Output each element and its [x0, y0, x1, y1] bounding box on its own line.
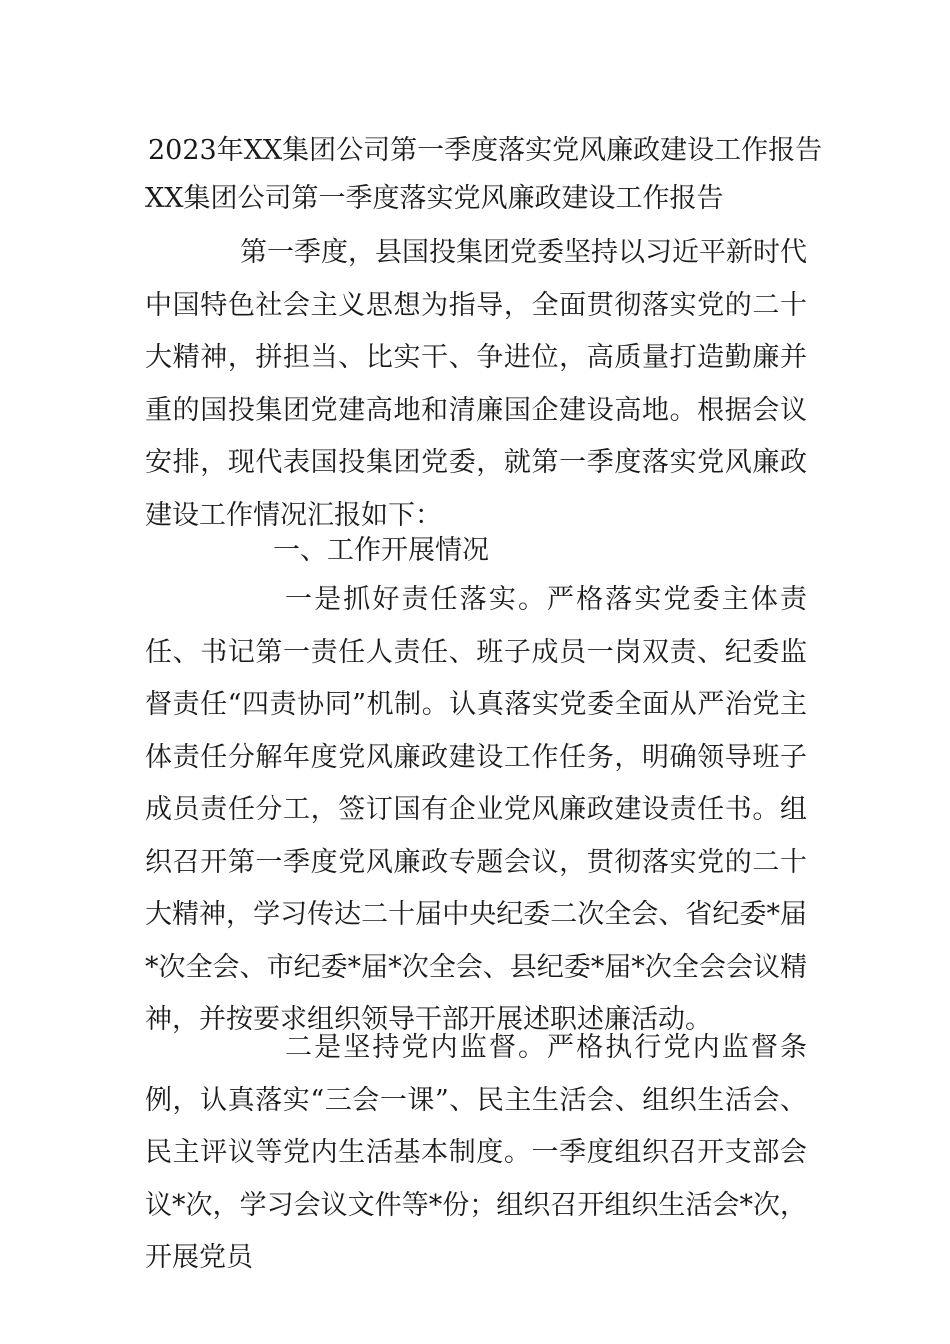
intro-paragraph: 第一季度，县国投集团党委坚持以习近平新时代中国特色社会主义思想为指导，全面贯彻落实党的二十大精神，拼担当、比实干、争进位，高质量打造勤廉并重的国投集团党建高地和清廉国企建设高地。根据会议安排，现代表国投集团党委，就第一季度落实党风廉政建设工作情况汇报如下： — [145, 237, 807, 531]
document-title: 2023年XX集团公司第一季度落实党风廉政建设工作报告 — [148, 135, 823, 166]
section-heading-work-progress: 一、工作开展情况 — [273, 535, 489, 566]
paragraph-responsibility: 一是抓好责任落实。严格落实党委主体责任、书记第一责任人责任、班子成员一岗双责、纪委监督责任“四责协同”机制。认真落实党委全面从严治党主体责任分解年度党风廉政建设工作任务，明确领导班子成员责任分工，签订国有企业党风廉政建设责任书。组织召开第一季度党风廉政专题会议，贯彻落实党的二十大精神，学习传达二十届中央纪委二次全会、省纪委*届*次全会、市纪委*届*次全会、县纪委*届*次全会会议精神，并按要求组织领导干部开展述职述廉活动。 — [145, 584, 807, 1035]
paragraph-supervision: 二是坚持党内监督。严格执行党内监督条例，认真落实“三会一课”、民主生活会、组织生活会、民主评议等党内生活基本制度。一季度组织召开支部会议*次，学习会议文件等*份；组织召开组织生活会*次，开展党员 — [145, 1032, 807, 1273]
document-subtitle: XX集团公司第一季度落实党风廉政建设工作报告 — [145, 183, 724, 214]
